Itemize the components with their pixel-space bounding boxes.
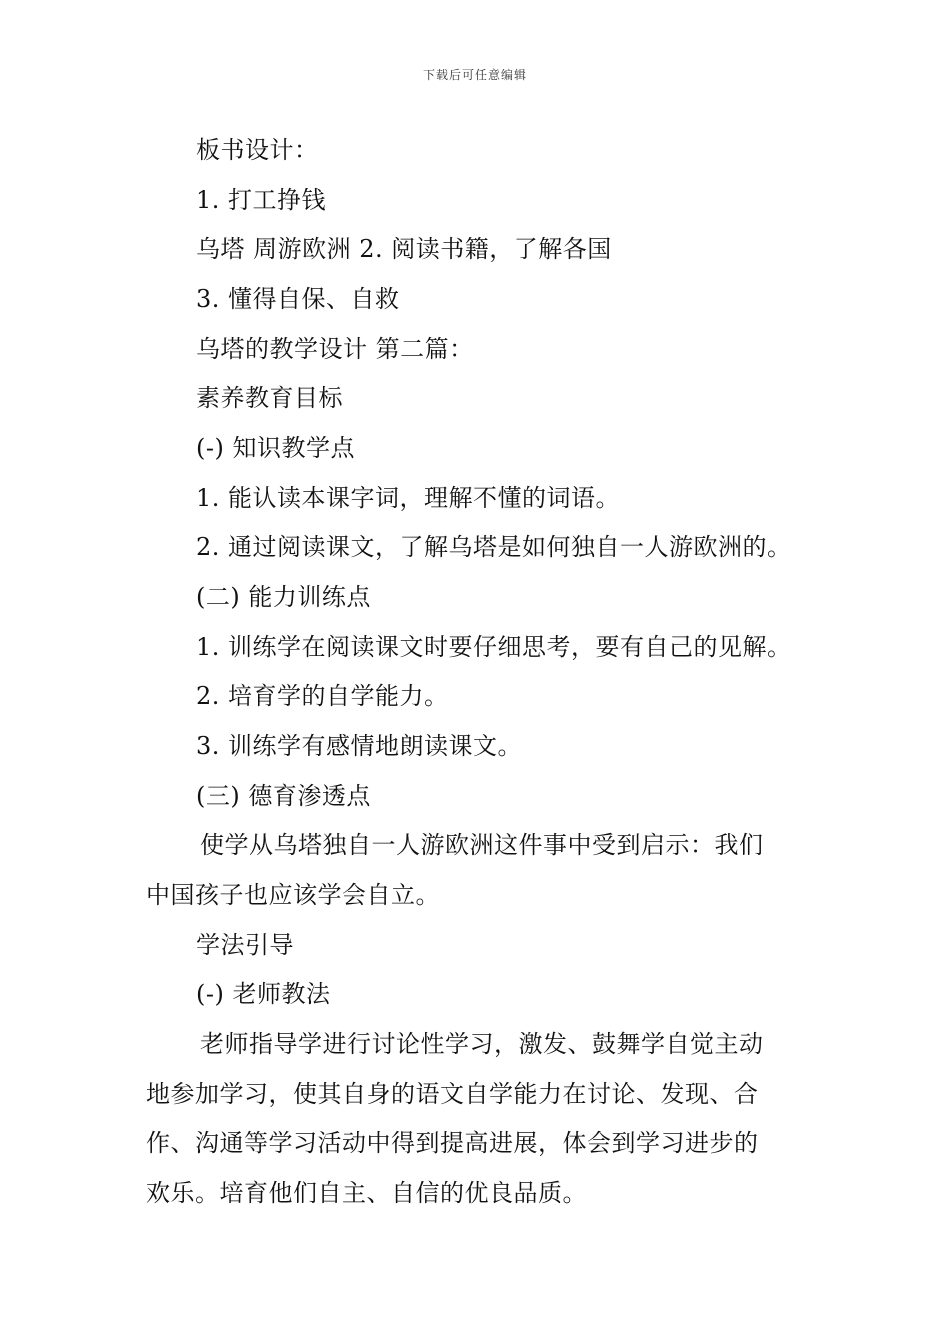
page-header: 下载后可任意编辑 xyxy=(422,68,527,82)
teacher-paragraph-line-1: 老师指导学进行讨论性学习，激发、鼓舞学自觉主动 xyxy=(200,1030,764,1058)
moral-paragraph-line-2: 中国孩子也应该学会自立。 xyxy=(146,881,440,909)
board-item-2: 乌塔 周游欧洲 2. 阅读书籍，了解各国 xyxy=(196,235,612,263)
moral-paragraph-line-1: 使学从乌塔独自一人游欧洲这件事中受到启示：我们 xyxy=(200,831,764,859)
section-title: 乌塔的教学设计 第二篇： xyxy=(196,335,474,363)
teacher-method-heading: (-) 老师教法 xyxy=(196,980,331,1008)
board-item-3: 3. 懂得自保、自救 xyxy=(196,285,400,313)
teacher-paragraph-line-4: 欢乐。培育他们自主、自信的优良品质。 xyxy=(146,1179,587,1207)
teacher-paragraph-line-3: 作、沟通等学习活动中得到提高进展，体会到学习进步的 xyxy=(146,1129,759,1157)
moral-heading: (三) 德育渗透点 xyxy=(196,782,371,810)
knowledge-heading: (-) 知识教学点 xyxy=(196,434,355,462)
ability-item-3: 3. 训练学有感情地朗读课文。 xyxy=(196,732,523,760)
board-item-1: 1. 打工挣钱 xyxy=(196,186,327,214)
ability-item-2: 2. 培育学的自学能力。 xyxy=(196,682,449,710)
teacher-paragraph-line-2: 地参加学习，使其自身的语文自学能力在讨论、发现、合 xyxy=(146,1080,759,1108)
method-heading: 学法引导 xyxy=(196,931,294,959)
board-design-heading: 板书设计： xyxy=(196,136,319,164)
knowledge-item-2: 2. 通过阅读课文，了解乌塔是如何独自一人游欧洲的。 xyxy=(196,533,792,561)
knowledge-item-1: 1. 能认读本课字词，理解不懂的词语。 xyxy=(196,484,621,512)
goals-heading: 素养教育目标 xyxy=(196,384,343,412)
ability-heading: (二) 能力训练点 xyxy=(196,583,371,611)
ability-item-1: 1. 训练学在阅读课文时要仔细思考，要有自己的见解。 xyxy=(196,633,792,661)
